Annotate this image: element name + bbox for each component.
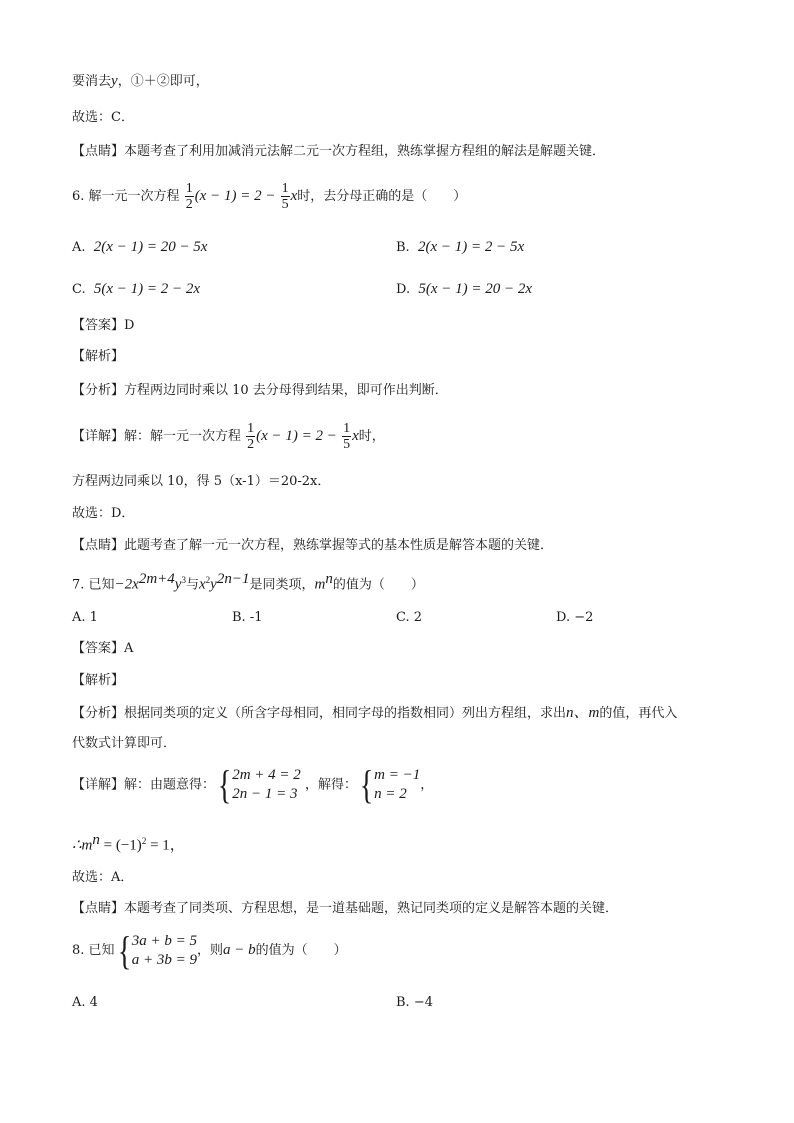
stem-text: 7. 已知 [72, 577, 115, 593]
exponent: 2 [205, 575, 211, 585]
option-label: C. [72, 282, 86, 297]
equation-system [132, 932, 197, 970]
math-var: y [111, 73, 118, 89]
exponent: 2 [141, 836, 147, 846]
choose-line: 故选：D． [72, 506, 135, 521]
stem-text: ，则 [197, 943, 224, 958]
analysis-line: 代数式计算即可． [72, 736, 177, 751]
option-c: C. 2 [396, 610, 423, 625]
equation-system [374, 766, 420, 804]
option-label: D. [396, 282, 411, 297]
option-label: B. [396, 240, 410, 255]
text-line [72, 72, 209, 91]
stem-text: 的值为（ ） [332, 577, 424, 593]
math-var: m [314, 576, 326, 593]
analysis-line: 【分析】方程两边同时乘以 10 去分母得到结果，即可作出判断． [72, 383, 448, 398]
stem-text: 是同类项， [249, 577, 315, 593]
math-expr: a − b [223, 942, 256, 958]
brace-symbol: { [217, 762, 232, 807]
stem-text: 时，去分母正确的是（ ） [297, 189, 467, 204]
math-term: −2x [114, 576, 139, 593]
analysis-title: 【解析】 [72, 349, 125, 364]
question-6-stem [72, 178, 466, 215]
fraction [246, 421, 255, 452]
option-a: A. 1 [72, 610, 98, 625]
math-expr: (x − 1) = 2 − [256, 428, 337, 444]
option-a [72, 238, 207, 257]
detail-text: 【详解】解：解一元一次方程 [72, 429, 242, 444]
fraction [342, 421, 351, 452]
denominator: 2 [247, 437, 255, 452]
brace-symbol: { [117, 927, 131, 973]
option-b: B. -1 [232, 610, 263, 625]
dianjing-line: 【点睛】本题考查了同类项、方程思想，是一道基础题，熟记同类项的定义是解答本题的关键． [72, 901, 619, 916]
equation: 3a + b = 5 [131, 932, 197, 949]
choose-line: 故选：A． [72, 870, 134, 885]
math-var: y [174, 576, 182, 593]
math-var: n、m [566, 705, 600, 721]
math-expr: = (−1) [99, 837, 142, 854]
analysis-line [72, 704, 677, 723]
option-expr: 5(x − 1) = 20 − 2x [418, 281, 533, 297]
analysis-text: 的值，再代入 [599, 706, 678, 721]
fraction [281, 181, 290, 212]
denominator: 5 [343, 437, 351, 452]
math-var: x [198, 576, 206, 593]
exponent: 3 [181, 575, 186, 585]
math-expr: ∴m [72, 837, 93, 854]
question-7-stem [72, 570, 424, 594]
exponent: n [325, 571, 333, 587]
option-a: A. 4 [72, 995, 98, 1010]
brace-symbol: { [359, 762, 374, 807]
math-var: x [290, 188, 298, 204]
stem-text: 6. 解一元一次方程 [72, 189, 180, 204]
fraction [185, 181, 194, 212]
math-var: y [210, 576, 217, 593]
option-expr: 2(x − 1) = 20 − 5x [93, 239, 208, 255]
question-8-stem [72, 927, 347, 973]
text-line: 【点睛】本题考查了利用加减消元法解二元一次方程组，熟练掌握方程组的解法是解题关键． [72, 144, 606, 159]
exponent: 2m+4 [138, 571, 175, 587]
option-label: A. [72, 240, 86, 255]
text-line: 故选：C． [72, 110, 134, 125]
stem-text: 的值为（ ） [255, 943, 347, 958]
exponent: n [92, 832, 100, 848]
option-expr: 5(x − 1) = 2 − 2x [93, 281, 201, 297]
denominator: 2 [185, 197, 193, 212]
stem-text: 与 [185, 577, 199, 593]
equation: 2m + 4 = 2 [232, 767, 301, 783]
denominator: 5 [281, 197, 289, 212]
math-var: x [352, 428, 359, 444]
dianjing-line: 【点睛】此题考查了解一元一次方程，熟练掌握等式的基本性质是解答本题的关键． [72, 538, 554, 553]
stem-text: 8. 已知 [72, 943, 115, 958]
exponent: 2n−1 [216, 571, 250, 587]
answer-line: 【答案】A [72, 641, 134, 656]
option-expr: 2(x − 1) = 2 − 5x [417, 239, 525, 255]
numerator: 1 [343, 421, 351, 436]
detail-text: 【详解】解：由题意得： [72, 777, 216, 793]
detail-line [72, 418, 385, 455]
detail-text: ，解得： [304, 777, 357, 793]
detail-text: 时， [358, 429, 385, 444]
numerator: 1 [185, 181, 193, 196]
line-text: 要消去 [72, 74, 112, 89]
step-line: 方程两边同乘以 10，得 5（x-1）＝20-2x． [72, 474, 331, 489]
option-b: B. −4 [396, 995, 433, 1010]
option-d: D. −2 [556, 610, 594, 625]
option-c [72, 280, 200, 299]
analysis-text: 【分析】根据同类项的定义（所含字母相同，相同字母的指数相同）列出方程组，求出 [72, 706, 567, 721]
math-expr: (x − 1) = 2 − [194, 188, 276, 204]
equation: 2n − 1 = 3 [232, 786, 298, 802]
equation-system [232, 766, 301, 804]
numerator: 1 [247, 421, 255, 436]
answer-line: 【答案】D [72, 318, 135, 333]
equation: n = 2 [374, 786, 407, 802]
numerator: 1 [281, 181, 289, 196]
line-text: ，①＋②即可， [117, 74, 209, 89]
math-expr: = 1， [146, 837, 185, 854]
equation: a + 3b = 9 [131, 951, 197, 968]
option-d [396, 280, 532, 299]
detail-line [72, 762, 434, 807]
therefore-line [72, 831, 185, 855]
analysis-title: 【解析】 [72, 673, 125, 688]
option-b [396, 238, 524, 257]
equation: m = −1 [374, 767, 421, 783]
detail-text: ， [420, 777, 434, 793]
